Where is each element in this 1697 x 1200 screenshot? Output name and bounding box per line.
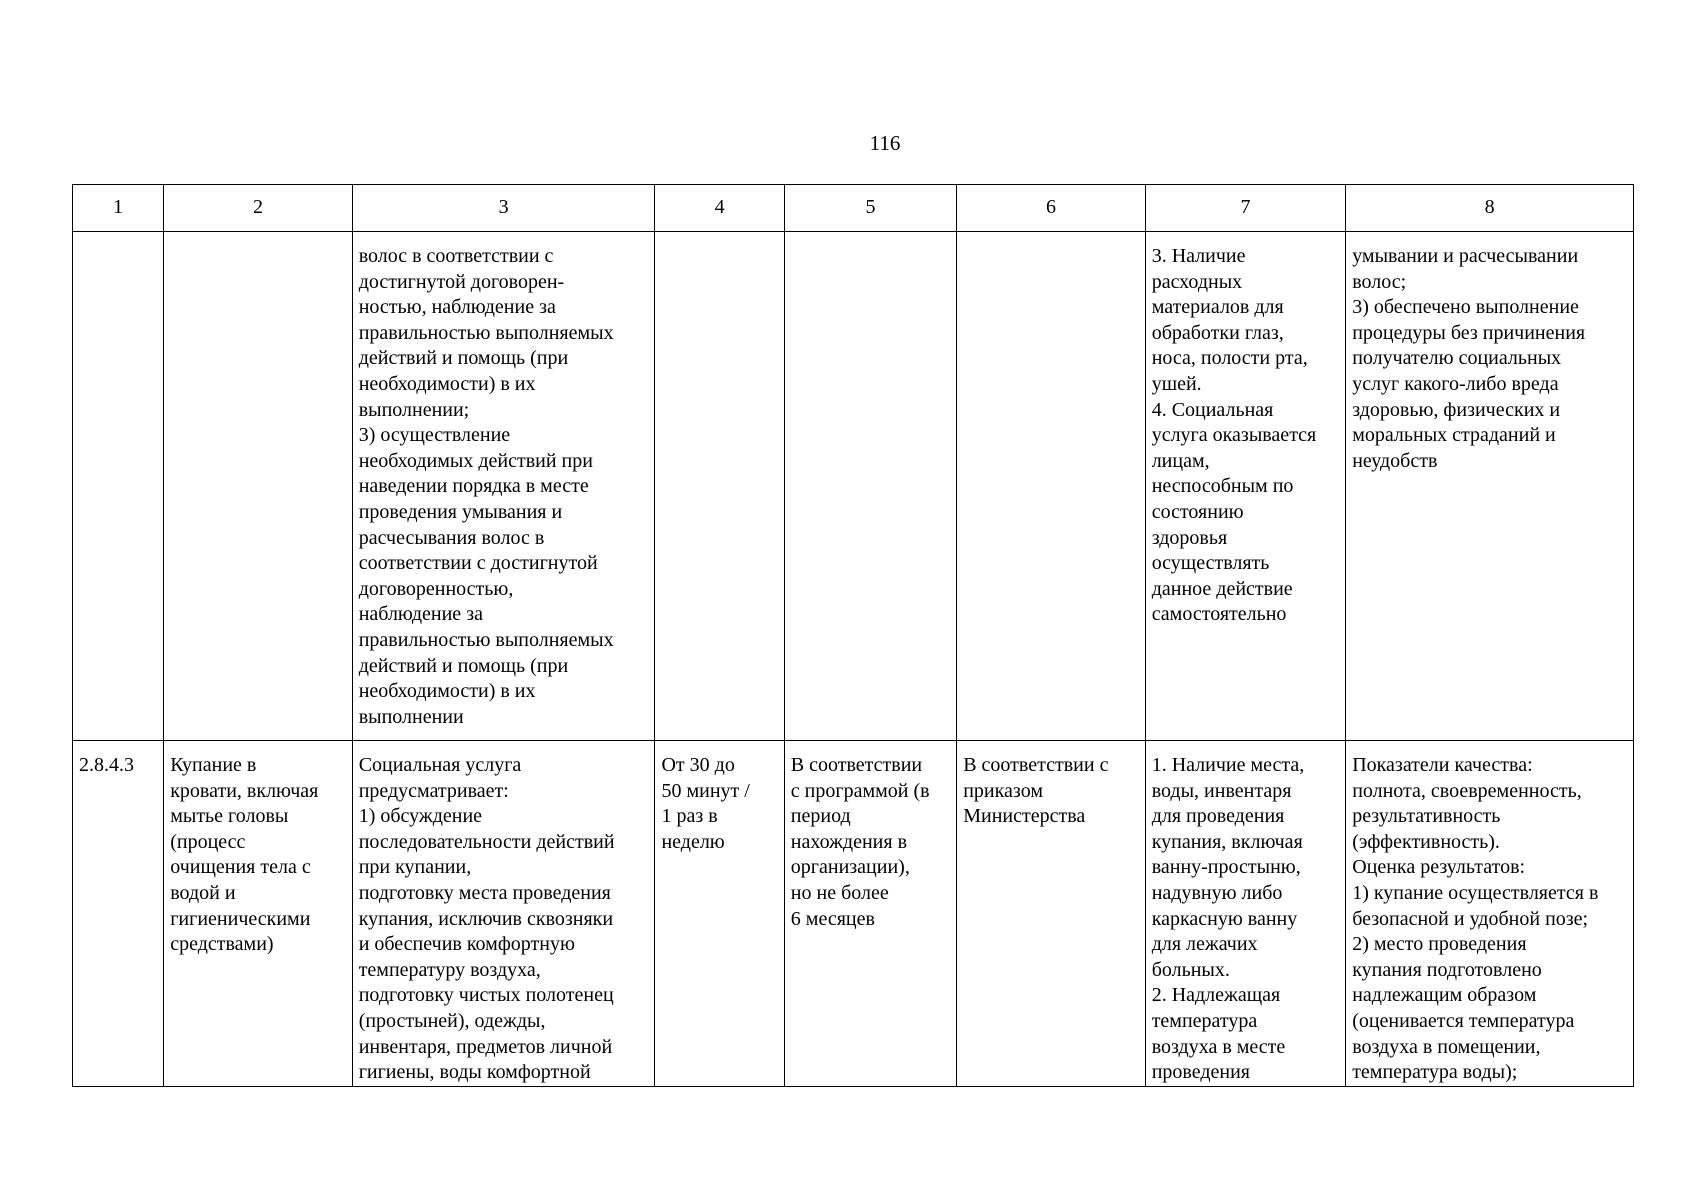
table-cell — [784, 232, 956, 741]
page-number: 116 — [869, 131, 901, 155]
table-cell: Социальная услуга предусматривает: 1) обсуждение последовательности действий при купании, подготовку места проведения купания, исключив сквозняки и обеспечив комфортную температуру воздуха, подготовку чистых полотенец (простыней), одежды, инвентаря, предметов личной гигиены, воды комфортной — [352, 741, 655, 1087]
column-header: 1 — [73, 185, 164, 232]
column-header: 7 — [1145, 185, 1346, 232]
services-table — [72, 184, 1634, 1087]
table-cell: В соответствии с программой (в период нахождения в организации), но не более 6 месяцев — [784, 741, 956, 1087]
column-header: 5 — [784, 185, 956, 232]
table-cell — [957, 232, 1145, 741]
table-cell — [73, 232, 164, 741]
table-row — [73, 232, 1634, 741]
table-cell: 1. Наличие места, воды, инвентаря для проведения купания, включая ванну-простыню, надувную либо каркасную ванну для лежачих больных. 2. Надлежащая температура воздуха в месте проведения — [1145, 741, 1346, 1087]
column-header: 3 — [352, 185, 655, 232]
table-cell: волос в соответствии с достигнутой договорен- ностью, наблюдение за правильностью выполняемых действий и помощь (при необходимости) в их выполнении; 3) осуществление необходимых действий при наведении порядка в месте проведения умывания и расчесывания волос в соответствии с достигнутой договоренностью, наблюдение за правильностью выполняемых действий и помощь (при необходимости) в их выполнении — [352, 232, 655, 741]
table-cell: В соответствии с приказом Министерства — [957, 741, 1145, 1087]
table-cell: Купание в кровати, включая мытье головы (процесс очищения тела с водой и гигиеническими средствами) — [164, 741, 352, 1087]
table-cell: От 30 до 50 минут / 1 раз в неделю — [655, 741, 784, 1087]
table-cell — [164, 232, 352, 741]
column-header: 6 — [957, 185, 1145, 232]
table-cell: 3. Наличие расходных материалов для обработки глаз, носа, полости рта, ушей. 4. Социальная услуга оказывается лицам, неспособным по состоянию здоровья осуществлять данное действие самостоятельно — [1145, 232, 1346, 741]
column-header: 2 — [164, 185, 352, 232]
table-row — [73, 741, 1634, 1087]
table-cell: умывании и расчесывании волос; 3) обеспечено выполнение процедуры без причинения получателю социальных услуг какого-либо вреда здоровью, физических и моральных страданий и неудобств — [1346, 232, 1634, 741]
table-cell: Показатели качества: полнота, своевременность, результативность (эффективность). Оценка результатов: 1) купание осуществляется в безопасной и удобной позе; 2) место проведения купания подготовлено надлежащим образом (оценивается температура воздуха в помещении, температура воды); — [1346, 741, 1634, 1087]
column-header: 8 — [1346, 185, 1634, 232]
table-header-row — [73, 185, 1634, 232]
column-header: 4 — [655, 185, 784, 232]
table-cell — [655, 232, 784, 741]
table-cell: 2.8.4.3 — [73, 741, 164, 1087]
